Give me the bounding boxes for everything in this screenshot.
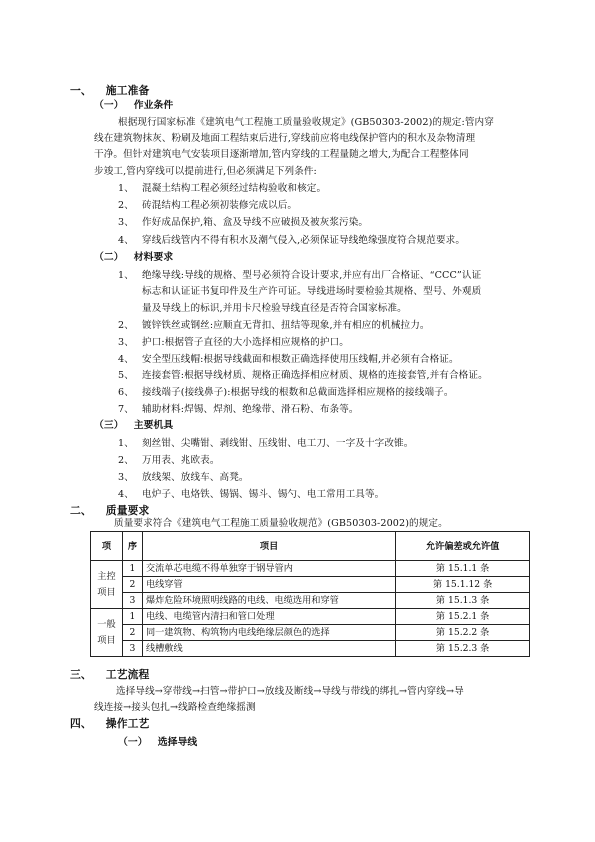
table-cell-ref: 第 15.2.3 条 — [396, 641, 530, 657]
table-cell-seq: 3 — [122, 593, 142, 609]
subsection-number: （二） — [94, 252, 124, 263]
list-item: 4、 安全型压线帽:根据导线截面和根数正确选择使用压线帽,并必须有合格证。 — [118, 354, 459, 365]
section-number: 一、 — [70, 84, 92, 97]
table-cell-seq: 3 — [122, 641, 142, 657]
table-cell-seq: 1 — [122, 561, 142, 577]
process-flow-line: 选择导线→穿带线→扫管→带护口→放线及断线→导线与带线的绑扎→管内穿线→导 — [116, 686, 464, 697]
section-heading-1 — [70, 85, 149, 97]
subsection-number: （一） — [94, 100, 124, 111]
subsection-heading-1-3 — [94, 420, 173, 432]
list-item: 1、 绝缘导线:导线的规格、型号必须符合设计要求,并应有出厂合格证、“CCC”认证 — [118, 270, 482, 281]
list-item-continuation: 标志和认证证书复印件及生产许可证。导线进场时要检验其规格、型号、外观质 — [142, 286, 482, 297]
table-cell-ref: 第 15.2.2 条 — [396, 625, 530, 641]
list-item: 4、 穿线后线管内不得有积水及潮气侵入,必须保证导线绝缘强度符合规范要求。 — [118, 235, 466, 246]
table-row — [91, 625, 530, 641]
section-title: 工艺流程 — [105, 668, 150, 681]
table-cell-item: 电线、电缆管内清扫和管口处理 — [142, 609, 395, 625]
list-item: 3、 放线架、放线车、高凳。 — [118, 472, 249, 483]
paragraph-line: 步竣工,管内穿线可以提前进行,但必须满足下列条件: — [94, 166, 317, 177]
table-row — [91, 609, 530, 625]
table-row — [91, 641, 530, 657]
list-item: 2、 万用表、兆欧表。 — [118, 455, 220, 466]
subsection-number: （一） — [118, 737, 148, 748]
table-cell-item: 同一建筑物、构筑物内电线绝缘层颜色的选择 — [142, 625, 395, 641]
table-cell-item: 电线穿管 — [142, 577, 395, 593]
table-row — [91, 561, 530, 577]
paragraph-line: 线在建筑物抹灰、粉刷及地面工程结束后进行,穿线前应将电线保护管内的积水及杂物清理 — [94, 133, 476, 144]
process-flow-line: 线连接→接头包扎→线路检查绝缘摇测 — [94, 702, 256, 713]
table-cell-seq: 2 — [122, 577, 142, 593]
subsection-number: （三） — [94, 420, 124, 431]
section-heading-3 — [70, 669, 149, 681]
table-cell-ref: 第 15.2.1 条 — [396, 609, 530, 625]
list-item-continuation: 量及导线上的标识,并用卡尺检验导线直径是否符合国家标准。 — [142, 303, 407, 314]
section-title: 施工准备 — [105, 84, 150, 97]
table-row — [91, 593, 530, 609]
table-header-cell: 项目 — [142, 532, 395, 561]
subsection-title: 主要机具 — [133, 420, 174, 431]
list-item: 2、 镀锌铁丝或钢丝:应顺直无背扣、扭结等现象,并有相应的机械拉力。 — [118, 320, 430, 331]
section-heading-4 — [70, 718, 149, 730]
section-heading-2 — [70, 505, 149, 517]
subsection-heading-4-1 — [118, 737, 197, 749]
table-header-row — [91, 532, 530, 561]
table-header-cell: 允许偏差或允许值 — [396, 532, 530, 561]
paragraph-line: 根据现行国家标准《建筑电气工程施工质量验收规定》(GB50303-2002)的规定:管内穿 — [118, 117, 494, 128]
section-title: 操作工艺 — [105, 717, 150, 730]
table-cell-ref: 第 15.1.1 条 — [396, 561, 530, 577]
quality-table — [90, 531, 530, 657]
subsection-title: 选择导线 — [157, 737, 198, 748]
section-number: 二、 — [70, 504, 92, 517]
list-item: 3、 作好成品保护,箱、盒及导线不应破损及被灰浆污染。 — [118, 217, 369, 228]
section-number: 四、 — [70, 717, 92, 730]
list-item: 1、 混凝土结构工程必须经过结构验收和核定。 — [118, 183, 327, 194]
table-cell-item: 爆炸危险环境照明线路的电线、电缆选用和穿管 — [142, 593, 395, 609]
table-cell-item: 线槽敷线 — [142, 641, 395, 657]
table-group-label: 主控项目 — [91, 561, 123, 609]
list-item: 3、 护口:根据管子直径的大小选择相应规格的护口。 — [118, 337, 349, 348]
table-cell-ref: 第 15.1.3 条 — [396, 593, 530, 609]
list-item: 7、 辅助材料:焊锡、焊剂、绝缘带、滑石粉、布条等。 — [118, 404, 359, 415]
list-item: 4、 电炉子、电烙铁、锡锅、锡斗、锡勺、电工常用工具等。 — [118, 489, 385, 500]
list-item: 6、 接线端子(接线鼻子):根据导线的根数和总截面选择相应规格的接线端子。 — [118, 387, 454, 398]
subsection-title: 材料要求 — [133, 252, 174, 263]
table-cell-item: 交流单芯电缆不得单独穿于钢导管内 — [142, 561, 395, 577]
paragraph-line: 质量要求符合《建筑电气工程施工质量验收规范》(GB50303-2002)的规定。 — [114, 518, 448, 529]
table-cell-seq: 1 — [122, 609, 142, 625]
list-item: 5、 连接套管:根据导线材质、规格正确选择相应材质、规格的连接套管,并有合格证。 — [118, 370, 488, 381]
table-header-cell: 序 — [122, 532, 142, 561]
list-item: 2、 砖混结构工程必须初装修完成以后。 — [118, 200, 298, 211]
list-item: 1、 刻丝钳、尖嘴钳、剥线钳、压线钳、电工刀、一字及十字改锥。 — [118, 438, 414, 449]
paragraph-line: 干净。但针对建筑电气安装项目逐渐增加,管内穿线的工程量随之增大,为配合工程整体同 — [94, 149, 469, 160]
table-row — [91, 577, 530, 593]
table-group-label: 一般项目 — [91, 609, 123, 657]
table-cell-seq: 2 — [122, 625, 142, 641]
table-header-cell: 项 — [91, 532, 123, 561]
subsection-heading-1-1 — [94, 100, 173, 112]
subsection-title: 作业条件 — [133, 100, 174, 111]
section-title: 质量要求 — [105, 504, 150, 517]
section-number: 三、 — [70, 668, 92, 681]
subsection-heading-1-2 — [94, 252, 173, 264]
table-cell-ref: 第 15.1.12 条 — [396, 577, 530, 593]
